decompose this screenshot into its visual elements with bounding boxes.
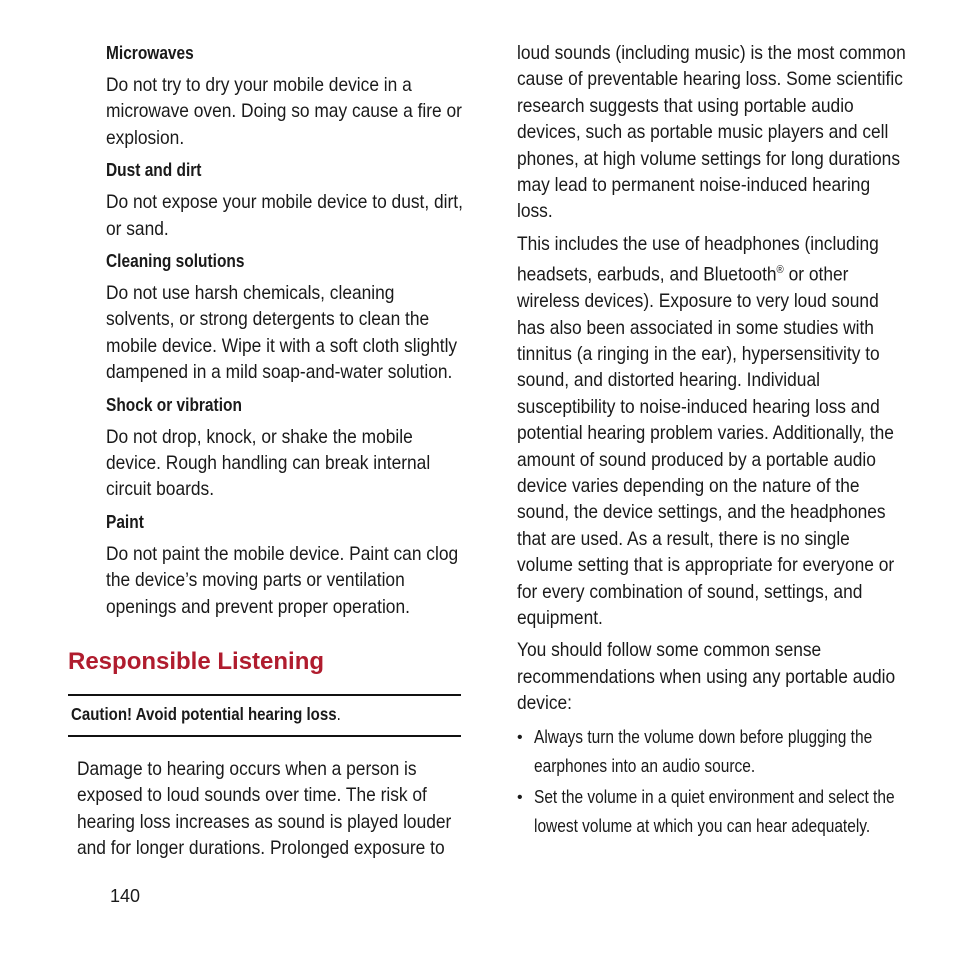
bullet-icon: •: [517, 788, 523, 806]
section-heading-paint: Paint: [106, 511, 144, 532]
list-item: [517, 783, 907, 841]
section-text-dust: Do not expose your mobile device to dust, dirt, or sand.: [106, 191, 463, 240]
left-column: [106, 40, 466, 626]
caution-note: [71, 704, 341, 725]
section-text-shock: Do not drop, knock, or shake the mobile device. Rough handling can break internal circuit boards.: [106, 425, 431, 501]
list-item-text: Set the volume in a quiet environment and select the lowest volume at which you can hear adequately.: [534, 786, 895, 836]
section-heading-cleaning: Cleaning solutions: [106, 251, 245, 272]
bullet-icon: •: [517, 728, 523, 746]
list-item: [517, 723, 907, 781]
para-loud-sounds: loud sounds (including music) is the most common cause of preventable hearing loss. Some scientific research suggests that using portable audio devices, such as portable music players and cell phones, at high volume settings for long durations may lead to permanent noise-induced hearing loss.: [517, 42, 906, 223]
para-headphones: [517, 231, 907, 632]
list-item-text: Always turn the volume down before plugging the earphones into an audio source.: [534, 726, 873, 776]
section-heading-dust: Dust and dirt: [106, 160, 202, 181]
damage-paragraph: Damage to hearing occurs when a person is exposed to loud sounds over time. The risk of hearing loss increases as sound is played louder and for longer durations. Prolonged exposure to: [77, 758, 452, 860]
caution-top-rule: [68, 694, 461, 696]
para-headphones-rest: or other wireless devices). Exposure to very loud sound has also been associated in some studies with tinnitus (a ringing in the ear), hypersensitivity to sound, and distorted hearing. Individual susceptibility to noise-induced hearing loss and potential hearing problem varies. Additionally, the amount of sound produced by a portable audio device varies depending on the nature of the sound, the device settings, and the headphones that are used. As a result, there is no single volume setting that is appropriate for everyone or for every combination of sound, settings, and equipment.: [517, 263, 895, 630]
page-number: 140: [110, 886, 141, 906]
para-recommendations: You should follow some common sense recommendations when using any portable audio device:: [517, 639, 896, 715]
para-headphones-start: This includes the use of headphones (including headsets, earbuds, and Bluetooth: [517, 232, 879, 286]
section-heading-shock: Shock or vibration: [106, 394, 242, 415]
caution-text: Caution! Avoid potential hearing loss: [71, 704, 337, 724]
caution-bottom-rule: [68, 735, 461, 737]
registered-mark: ®: [776, 264, 784, 277]
section-heading-microwaves: Microwaves: [106, 43, 194, 63]
section-text-microwaves: Do not try to dry your mobile device in a microwave oven. Doing so may cause a fire or explosion.: [106, 74, 462, 149]
caution-period: .: [336, 704, 341, 724]
recommendation-list: [517, 723, 907, 841]
right-column: [517, 40, 907, 843]
section-title: Responsible Listening: [68, 648, 325, 675]
section-text-cleaning: Do not use harsh chemicals, cleaning solvents, or strong detergents to clean the mobile device. Wipe it with a soft cloth slightly dampened in a mild soap-and-water solution.: [106, 282, 458, 384]
section-text-paint: Do not paint the mobile device. Paint can clog the device’s moving parts or ventilation openings and prevent proper operation.: [106, 542, 459, 618]
